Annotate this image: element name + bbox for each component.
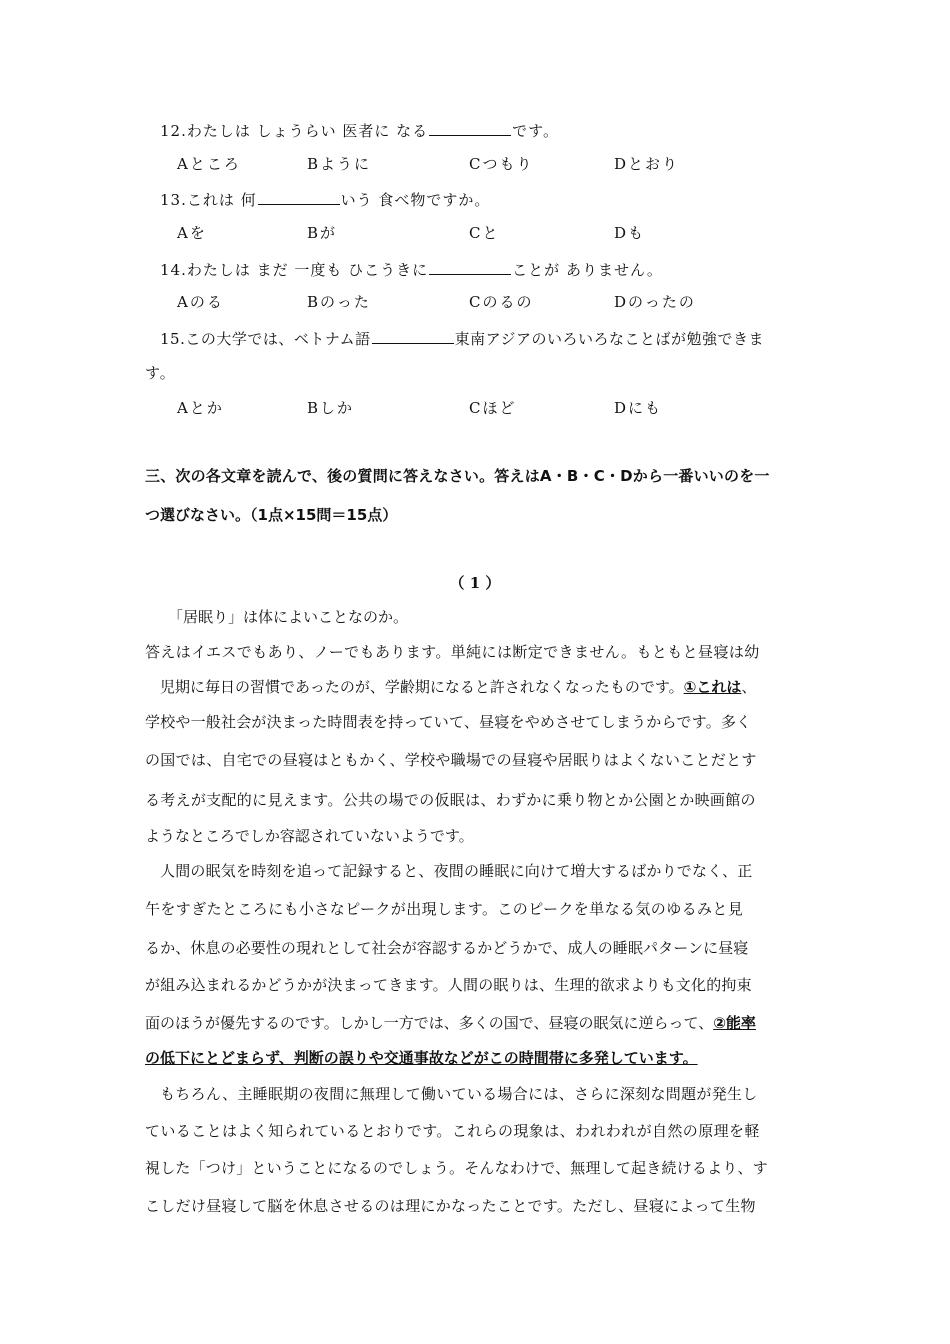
answer-blank bbox=[429, 258, 511, 275]
option-b: Bしか bbox=[307, 399, 355, 417]
passage-line: が組み込まれるかどうかが決まってきます。人間の眠りは、生理的欲求よりも文化的拘束 bbox=[145, 976, 752, 994]
question-text: わたしは しょうらい 医者に なる bbox=[186, 122, 429, 140]
underline-mark-1: ①これは bbox=[683, 678, 742, 696]
passage-line: こしだけ昼寝して脳を休息させるのは理にかなったことです。ただし、昼寝によって生物 bbox=[145, 1197, 756, 1215]
passage-line bbox=[145, 1013, 756, 1033]
option-a: Aところ bbox=[177, 155, 241, 173]
question-text: これは 何 bbox=[186, 191, 257, 209]
answer-blank bbox=[258, 188, 340, 205]
passage-line: る考えが支配的に見えます。公共の場での仮眠は、わずかに乗り物とか公園とか映画館の bbox=[145, 791, 756, 809]
option-d: Dのったの bbox=[614, 293, 696, 311]
passage-line: 午をすぎたところにも小さなピークが出現します。このピークを単なる気のゆるみと見 bbox=[145, 900, 744, 918]
option-a: Aを bbox=[177, 224, 207, 242]
answer-blank bbox=[372, 327, 454, 344]
passage-line: ていることはよく知られているとおりです。これらの現象は、われわれが自然の原理を軽 bbox=[145, 1122, 760, 1140]
passage-text: 児期に毎日の習慣であったのが、学齢期になると許されなくなったものです。 bbox=[160, 678, 684, 696]
passage-line: るか、休息の必要性の現れとして社会が容認するかどうかで、成人の睡眠パターンに昼寝 bbox=[145, 939, 749, 957]
option-c: Cつもり bbox=[469, 155, 534, 173]
passage-line: 学校や一般社会が決まった時間表を持っていて、昼寝をやめさせてしまうからです。多く bbox=[145, 713, 752, 731]
option-d: Dとおり bbox=[614, 155, 680, 173]
option-c: Cのるの bbox=[469, 293, 534, 311]
option-d: Dにも bbox=[614, 399, 663, 417]
question-number: 15. bbox=[160, 330, 186, 348]
answer-blank bbox=[429, 119, 511, 136]
option-a: Aのる bbox=[177, 293, 224, 311]
question-text: わたしは まだ 一度も ひこうきに bbox=[186, 261, 429, 279]
passage-line: 答えはイエスでもあり、ノーでもあります。単純には断定できません。もともと昼寝は幼 bbox=[145, 643, 760, 661]
underline-mark-2: ②能率 bbox=[713, 1014, 756, 1032]
option-a: Aとか bbox=[177, 399, 224, 417]
underlined-sentence: の低下にとどまらず、判断の誤りや交通事故などがこの時間帯に多発しています。 bbox=[145, 1049, 698, 1067]
question-text: この大学では、ベトナム語 bbox=[185, 330, 371, 348]
question-15 bbox=[160, 327, 764, 349]
question-13 bbox=[160, 188, 490, 210]
passage-line: の国では、自宅での昼寝はともかく、学校や職場での昼寝や居眠りはよくないことだとす bbox=[145, 751, 757, 769]
passage-line bbox=[160, 677, 756, 697]
passage-text: 、 bbox=[741, 678, 757, 696]
question-14 bbox=[160, 258, 663, 280]
option-b: Bのった bbox=[307, 293, 371, 311]
question-12 bbox=[160, 119, 559, 141]
section-heading-cont: つ選びなさい。（1点×15問＝15点） bbox=[145, 506, 398, 524]
question-number: 14. bbox=[160, 261, 187, 279]
passage-text: 面のほうが優先するのです。しかし一方では、多くの国で、昼寝の眠気に逆らって、 bbox=[145, 1014, 714, 1032]
option-b: Bが bbox=[307, 224, 338, 242]
option-b: Bように bbox=[307, 155, 372, 173]
section-heading: 三、次の各文章を読んで、後の質問に答えなさい。答えはA・B・C・Dから一番いいのを一 bbox=[145, 467, 770, 485]
passage-line: 人間の眠気を時刻を追って記録すると、夜間の睡眠に向けて増大するばかりでなく、正 bbox=[160, 862, 753, 880]
question-text-end: いう 食べ物ですか。 bbox=[340, 191, 491, 209]
passage-line: 視した「つけ」ということになるのでしょう。そんなわけで、無理して起き続けるより、す bbox=[145, 1159, 768, 1177]
question-text-end: ことが ありません。 bbox=[512, 261, 663, 279]
question-text-end: です。 bbox=[512, 122, 559, 140]
question-number: 13. bbox=[160, 191, 187, 209]
question-15-continuation: す。 bbox=[145, 364, 176, 382]
passage-number: （ 1 ） bbox=[449, 574, 501, 592]
option-d: Dも bbox=[614, 224, 646, 242]
passage-line: ようなところでしか容認されていないようです。 bbox=[145, 827, 474, 845]
option-c: Cと bbox=[469, 224, 500, 242]
passage-line: もちろん、主睡眠期の夜間に無理して働いている場合には、さらに深刻な問題が発生し bbox=[160, 1085, 758, 1103]
passage-line: 「居眠り」は体によいことなのか。 bbox=[168, 608, 409, 626]
question-text-end: 東南アジアのいろいろなことばが勉強できま bbox=[454, 330, 765, 348]
option-c: Cほど bbox=[469, 399, 517, 417]
question-number: 12. bbox=[160, 122, 187, 140]
